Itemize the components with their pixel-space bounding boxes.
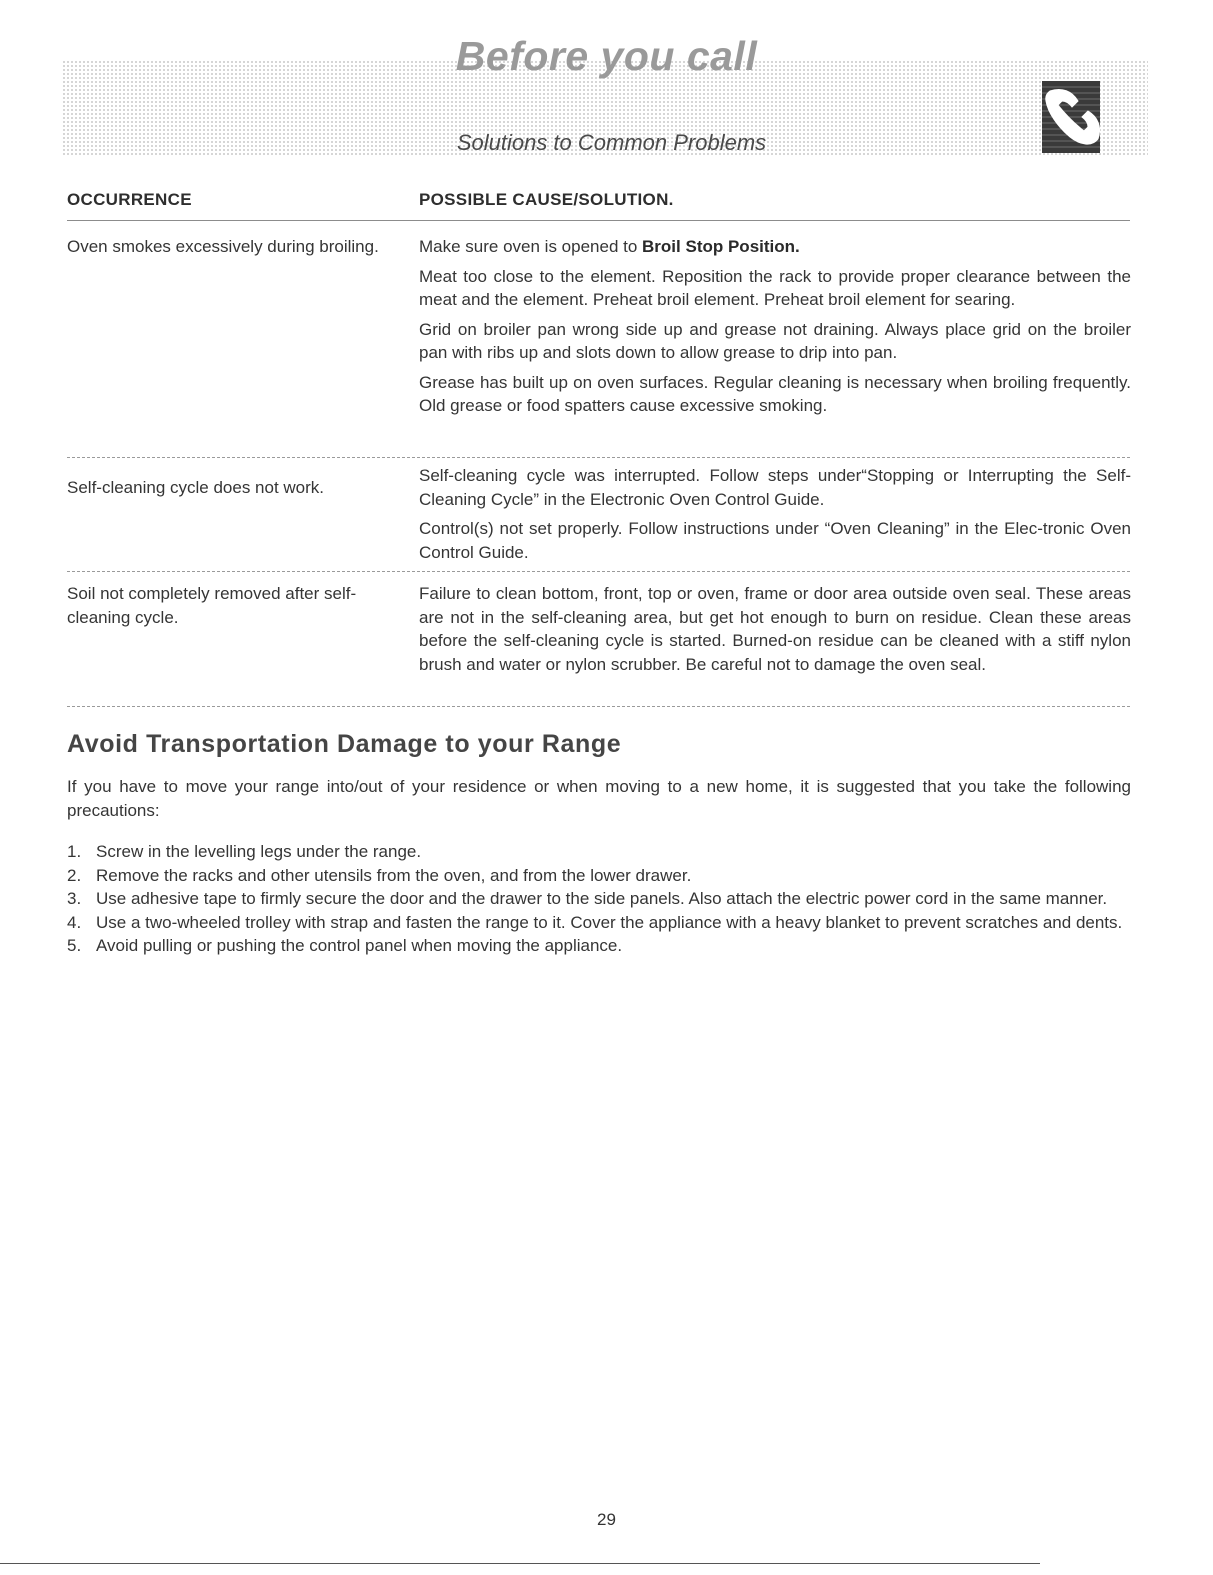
solution-paragraph: Failure to clean bottom, front, top or oven, frame or door area outside oven seal. These areas are not in the self-cleaning area, but get hot enough to burn on residue. Clean these areas before the self-cleaning cycle is started. Burned-on residue can be cleaned with a stiff nylon brush and water or nylon scrubber. Be careful not to damage the oven seal. (419, 584, 1131, 674)
table-bottom-divider (67, 706, 1130, 707)
row-divider (67, 457, 1130, 458)
row-divider (67, 571, 1130, 572)
column-header-occurrence: OCCURRENCE (67, 190, 192, 209)
telephone-icon (1042, 81, 1100, 153)
solution-paragraph: Self-cleaning cycle was interrupted. Follow steps under“Stopping or Interrupting the Self-Cleaning Cycle” in the Electronic Oven Control Guide. (419, 466, 1131, 509)
occurrence-cell: Soil not completely removed after self-cleaning cycle. (67, 584, 357, 627)
page-title: Before you call (455, 33, 758, 79)
occurrence-cell: Oven smokes excessively during broiling. (67, 237, 379, 256)
page-number: 29 (597, 1510, 616, 1529)
solution-paragraph: Control(s) not set properly. Follow instructions under “Oven Cleaning” in the Elec-tronic Oven Control Guide. (419, 519, 1131, 562)
header-divider (67, 220, 1130, 221)
page-subtitle: Solutions to Common Problems (456, 130, 767, 155)
list-item: 4. Use a two-wheeled trolley with strap and fasten the range to it. Cover the appliance with a heavy blanket to prevent scratches and dents. (67, 912, 1123, 932)
list-item: 5. Avoid pulling or pushing the control panel when moving the appliance. (67, 936, 623, 955)
list-item: 1. Screw in the levelling legs under the range. (67, 842, 422, 861)
section-intro: If you have to move your range into/out of your residence or when moving to a new home, it is suggested that you take the following precautions: (67, 777, 1131, 820)
list-item: 2. Remove the racks and other utensils from the oven, and from the lower drawer. (67, 865, 692, 885)
solution-paragraph: Make sure oven is opened to Broil Stop Position. (419, 237, 800, 256)
emphasis-text: Broil Stop Position. (642, 237, 800, 256)
column-header-solution: POSSIBLE CAUSE/SOLUTION. (419, 190, 674, 209)
solution-cell (419, 582, 1131, 682)
solution-paragraph: Grease has built up on oven surfaces. Regular cleaning is necessary when broiling frequently. Old grease or food spatters cause excessive smoking. (419, 372, 1131, 415)
solution-paragraph: Meat too close to the element. Reposition the rack to provide proper clearance between the meat and the element. Preheat broil element. Preheat broil element for searing. (419, 266, 1131, 309)
solution-cell (419, 235, 1131, 424)
footer-divider (0, 1563, 1040, 1564)
occurrence-cell: Self-cleaning cycle does not work. (67, 478, 325, 497)
section-heading: Avoid Transportation Damage to your Range (67, 730, 622, 758)
solution-cell (419, 464, 1131, 570)
solution-paragraph: Grid on broiler pan wrong side up and grease not draining. Always place grid on the broiler pan with ribs up and slots down to allow grease to drip into pan. (419, 319, 1131, 362)
precautions-list (67, 840, 1131, 958)
list-item: 3. Use adhesive tape to firmly secure the door and the drawer to the side panels. Also attach the electric power cord in the same manner. (67, 889, 1108, 908)
